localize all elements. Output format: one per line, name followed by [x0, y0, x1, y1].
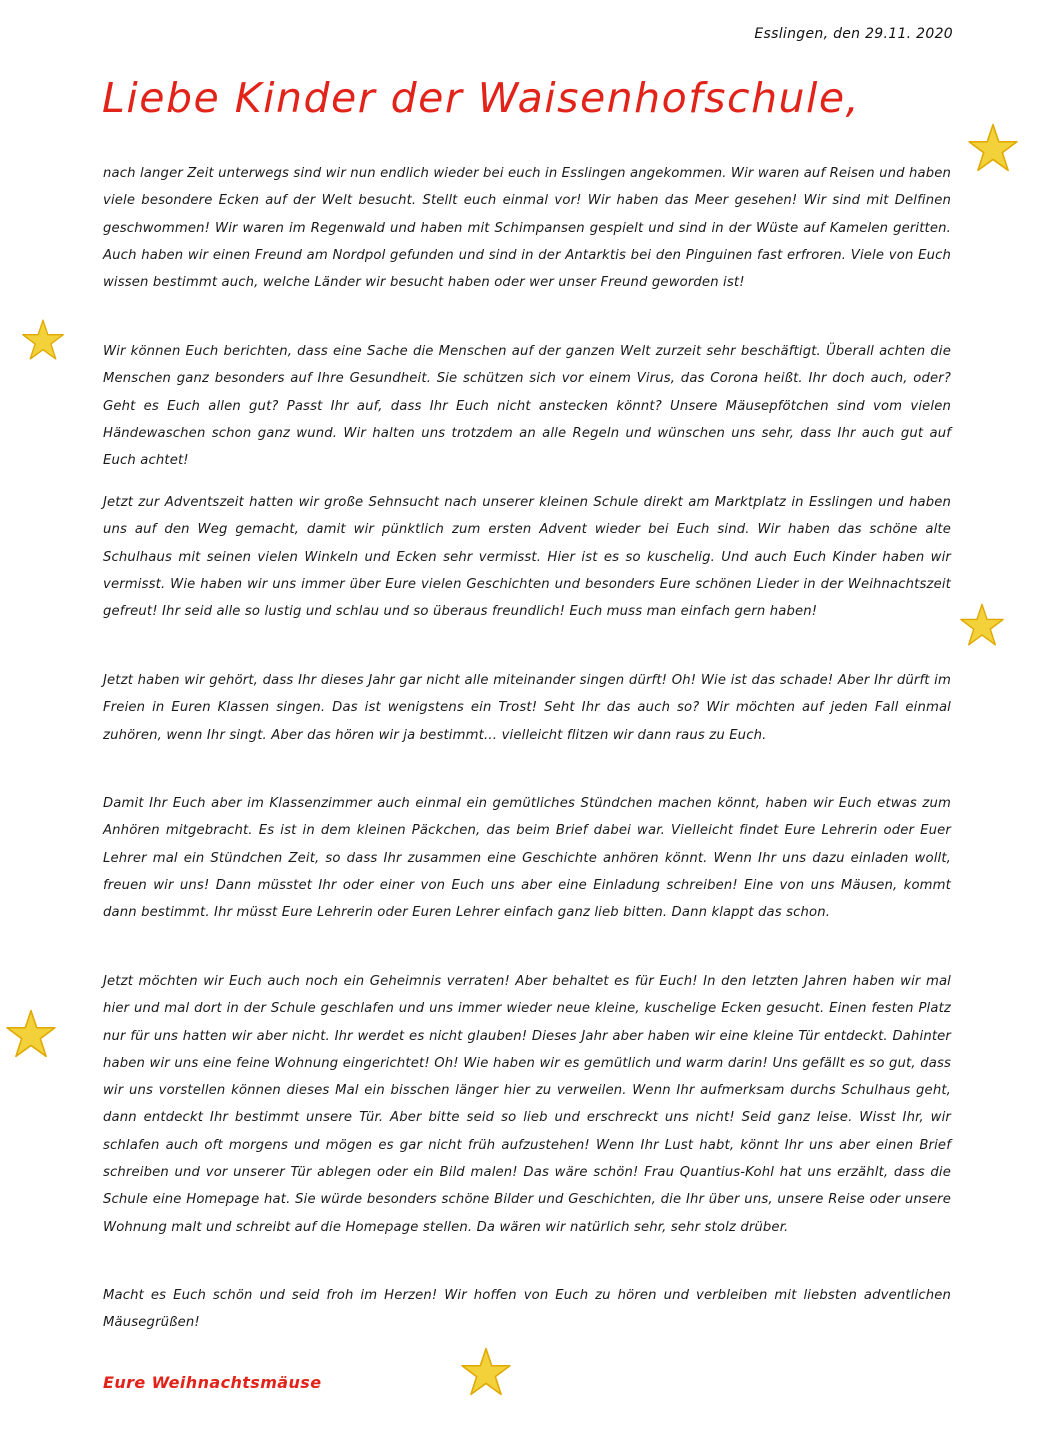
paragraph-1: nach langer Zeit unterwegs sind wir nun endlich wieder bei euch in Esslingen angekommen. Wir waren auf Reisen und haben viele besondere Ecken auf der Welt besucht. Stellt euch einmal vor! Wir haben das Meer gesehen! Wir sind mit Delfinen geschwommen! Wir waren im Regenwald und haben mit Schimpansen gespielt und sind in der Wüste auf Kamelen geritten. Auch haben wir einen Freund am Nordpol gefunden und sind in der Antarktis bei den Pinguinen fast erfroren. Viele von Euch wissen bestimmt auch, welche Länder wir besucht haben oder wer unser Freund geworden ist! — [103, 166, 952, 291]
letter-greeting: Liebe Kinder der Waisenhofschule, — [102, 74, 861, 122]
letter-body — [103, 160, 951, 1351]
signature: Eure Weihnachtsmäuse — [103, 1373, 322, 1392]
paragraph-5: Damit Ihr Euch aber im Klassenzimmer auch einmal ein gemütliches Stündchen machen könnt, haben wir Euch etwas zum Anhören mitgebracht. Es ist in dem kleinen Päckchen, das beim Brief dabei war. Vielleicht findet Eure Lehrerin oder Euer Lehrer mal ein Stündchen Zeit, so dass Ihr zusammen eine Geschichte anhören könnt. Wenn Ihr uns dazu einladen wollt, freuen wir uns! Dann müsstet Ihr oder einer von Euch uns aber eine Einladung schreiben! Eine von uns Mäusen, kommt dann bestimmt. Ihr müsst Eure Lehrerin oder Euren Lehrer einfach ganz lieb bitten. Dann klappt das schon. — [103, 796, 951, 921]
paragraph-2: Wir können Euch berichten, dass eine Sache die Menschen auf der ganzen Welt zurzeit sehr beschäftigt. Überall achten die Menschen ganz besonders auf Ihre Gesundheit. Sie schützen sich vor einem Virus, das Corona heißt. Ihr doch auch, oder? Geht es Euch allen gut? Passt Ihr auf, dass Ihr Euch nicht anstecken könnt? Unsere Mäusepfötchen sind vom vielen Händewaschen schon ganz wund. Wir halten uns trotzdem an alle Regeln und wünschen uns sehr, dass Ihr auch gut auf Euch achtet! — [103, 344, 951, 469]
paragraph-6: Jetzt möchten wir Euch auch noch ein Geheimnis verraten! Aber behaltet es für Euch! In den letzten Jahren haben wir mal hier und mal dort in der Schule geschlafen und uns immer wieder neue kleine, kuschelige Ecken gesucht. Einen festen Platz nur für uns hatten wir aber nicht. Ihr werdet es nicht glauben! Dieses Jahr aber haben wir eine kleine Tür entdeckt. Dahinter haben wir uns eine feine Wohnung eingerichtet! Oh! Wie haben wir es gemütlich und warm darin! Uns gefällt es so gut, dass wir uns vorstellen können dieses Mal ein bisschen länger hier zu verweilen. Wenn Ihr aufmerksam durchs Schulhaus geht, dann entdeckt Ihr bestimmt unsere Tür. Aber bitte seid so lieb und erschreckt uns nicht! Seid ganz leise. Wisst Ihr, wir schlafen auch oft morgens und mögen es gar nicht früh aufzustehen! Wenn Ihr Lust habt, könnt Ihr uns aber einen Brief schreiben und vor unserer Tür ablegen oder ein Bild malen! Das wäre schön! Frau Quantius-Kohl hat uns erzählt, dass die Schule eine Homepage hat. Sie würde besonders schöne Bilder und Geschichten, die Ihr über uns, unsere Reise oder unsere Wohnung malt und schreibt auf die Homepage stellen. Da wären wir natürlich sehr, sehr stolz drüber. — [103, 974, 951, 1235]
star-icon — [20, 318, 66, 362]
star-icon — [965, 122, 1021, 174]
paragraph-7: Macht es Euch schön und seid froh im Herzen! Wir hoffen von Euch zu hören und verbleiben mit liebsten adventlichen Mäusegrüßen! — [103, 1288, 951, 1331]
date-line: Esslingen, den 29.11. 2020 — [754, 26, 953, 42]
paragraph-4: Jetzt haben wir gehört, dass Ihr dieses Jahr gar nicht alle miteinander singen dürft! Oh! Wie ist das schade! Aber Ihr dürft im Freien in Euren Klassen singen. Das ist wenigstens ein Trost! Seht Ihr das auch so? Wir möchten auf jeden Fall einmal zuhören, wenn Ihr singt. Aber das hören wir ja bestimmt… vielleicht flitzen wir dann raus zu Euch. — [103, 673, 951, 743]
paragraph-3: Jetzt zur Adventszeit hatten wir große Sehnsucht nach unserer kleinen Schule direkt am Marktplatz in Esslingen und haben uns auf den Weg gemacht, damit wir pünktlich zum ersten Advent wieder bei Euch sind. Wir haben das schöne alte Schulhaus mit seinen vielen Winkeln und Ecken sehr vermisst. Hier ist es so kuschelig. Und auch Euch Kinder haben wir vermisst. Wie haben wir uns immer über Eure vielen Geschichten und besonders Eure schönen Lieder in der Weihnachtszeit gefreut! Ihr seid alle so lustig und schlau und so überaus freundlich! Euch muss man einfach gern haben! — [103, 495, 951, 620]
star-icon — [4, 1008, 58, 1060]
star-icon — [958, 602, 1006, 648]
star-icon — [458, 1346, 514, 1398]
